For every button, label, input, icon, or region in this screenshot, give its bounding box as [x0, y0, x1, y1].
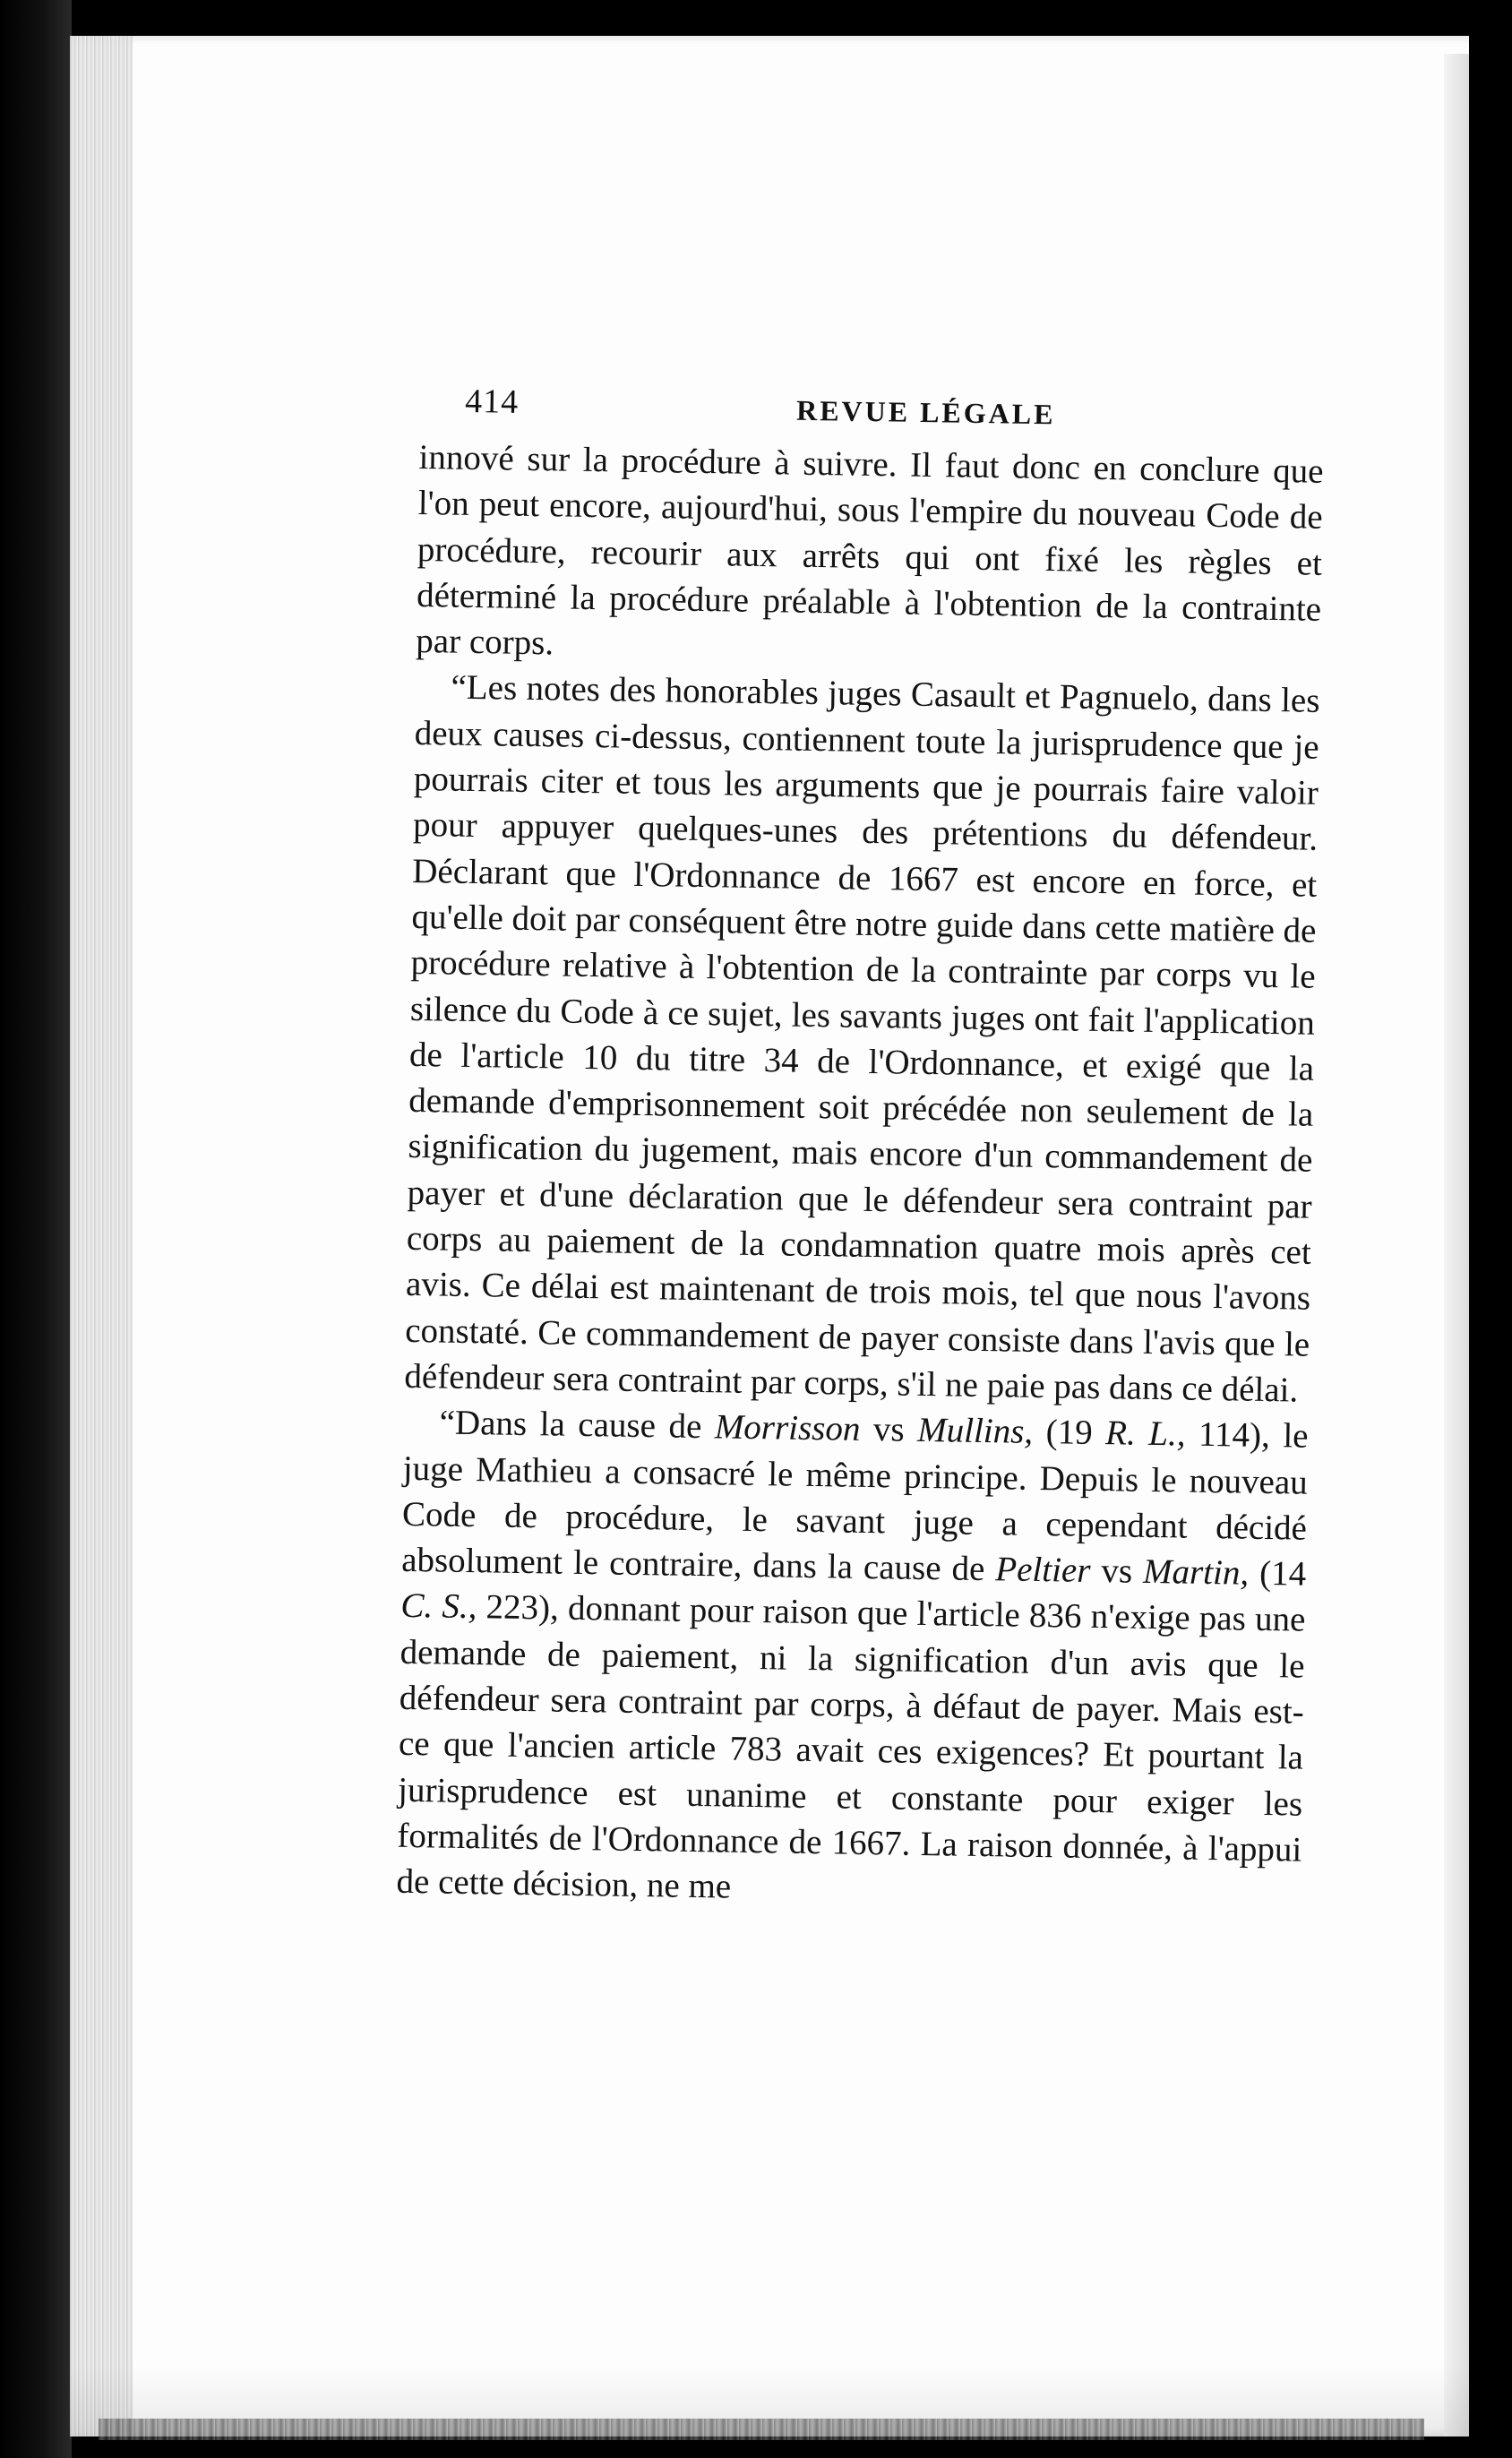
text-segment: vs	[860, 1410, 918, 1450]
reporter-citation-italic: C. S.,	[400, 1586, 477, 1627]
case-name-italic: Martin,	[1142, 1551, 1250, 1593]
text-segment: “Dans la cause de	[439, 1403, 716, 1447]
case-name-italic: Peltier	[994, 1550, 1091, 1591]
case-name-italic: Morrisson	[714, 1407, 861, 1449]
text-segment: 114), le juge Mathieu a consacré le même principe. Depuis le nouveau Code de procédure, le savant juge a cependant décidé absolument le contraire, dans la cause de	[400, 1414, 1309, 1589]
scanner-right-edge	[1469, 0, 1512, 2458]
body-text	[396, 434, 1324, 1919]
reporter-citation-italic: R. L.,	[1104, 1414, 1186, 1454]
paragraph-continuation: innové sur la procédure à suivre. Il faut donc en conclure que l'on peut encore, aujourd'hui, sous l'empire du nouveau Code de procédure, recourir aux arrêts qui ont fixé les règles et déterminé la procédure préalable à l'obtention de la contrainte par corps.	[416, 437, 1324, 663]
page-gutter-fold	[70, 36, 133, 2437]
paragraph-quote-cases	[396, 1399, 1309, 1919]
text-segment: (19	[1032, 1413, 1106, 1453]
text-segment: vs	[1090, 1551, 1144, 1591]
scanner-left-edge	[0, 0, 72, 2458]
text-segment: 223), donnant pour raison que l'article 836 n'exige pas une demande de paiement, ni la signification d'un avis que le défendeur sera contraint par corps, à défaut de payer. Mais est-ce que l'ancien article 783 avait ces exigences? Et pourtant la jurisprudence est unanime et constante pour exiger les formalités de l'Ordonnance de 1667. La raison donnée, à l'appui de cette décision, ne me	[396, 1587, 1306, 1906]
paragraph-quote-notes: “Les notes des honorables juges Casault et Pagnuelo, dans les deux causes ci-dessus, contiennent toute la jurisprudence que je pourrais citer et tous les arguments que je pourrais faire valoir pour appuyer quelques-unes des prétentions du défendeur. Déclarant que l'Ordonnance de 1667 est encore en force, et qu'elle doit par conséquent être notre guide dans cette matière de procédure relative à l'obtention de la contrainte par corps vu le silence du Code à ce sujet, les savants juges ont fait l'application de l'article 10 du titre 34 de l'Ordonnance, et exigé que la demande d'emprisonnement soit précédée non seulement de la signification du jugement, mais encore d'un commandement de payer et d'une déclaration que le défendeur sera contraint par corps au paiement de la condamnation quatre mois après cet avis. Ce délai est maintenant de trois mois, tel que nous l'avons constaté. Ce commandement de payer consiste dans l'avis que le défendeur sera contraint par corps, s'il ne paie pas dans ce délai.	[404, 668, 1320, 1410]
page-bottom-edge	[99, 2419, 1424, 2440]
case-name-italic: Mullins,	[916, 1411, 1034, 1452]
page-number: 414	[464, 382, 520, 421]
text-segment: (14	[1248, 1553, 1307, 1594]
page-right-edge	[1444, 54, 1469, 2437]
running-title: REVUE LÉGALE	[795, 393, 1056, 431]
